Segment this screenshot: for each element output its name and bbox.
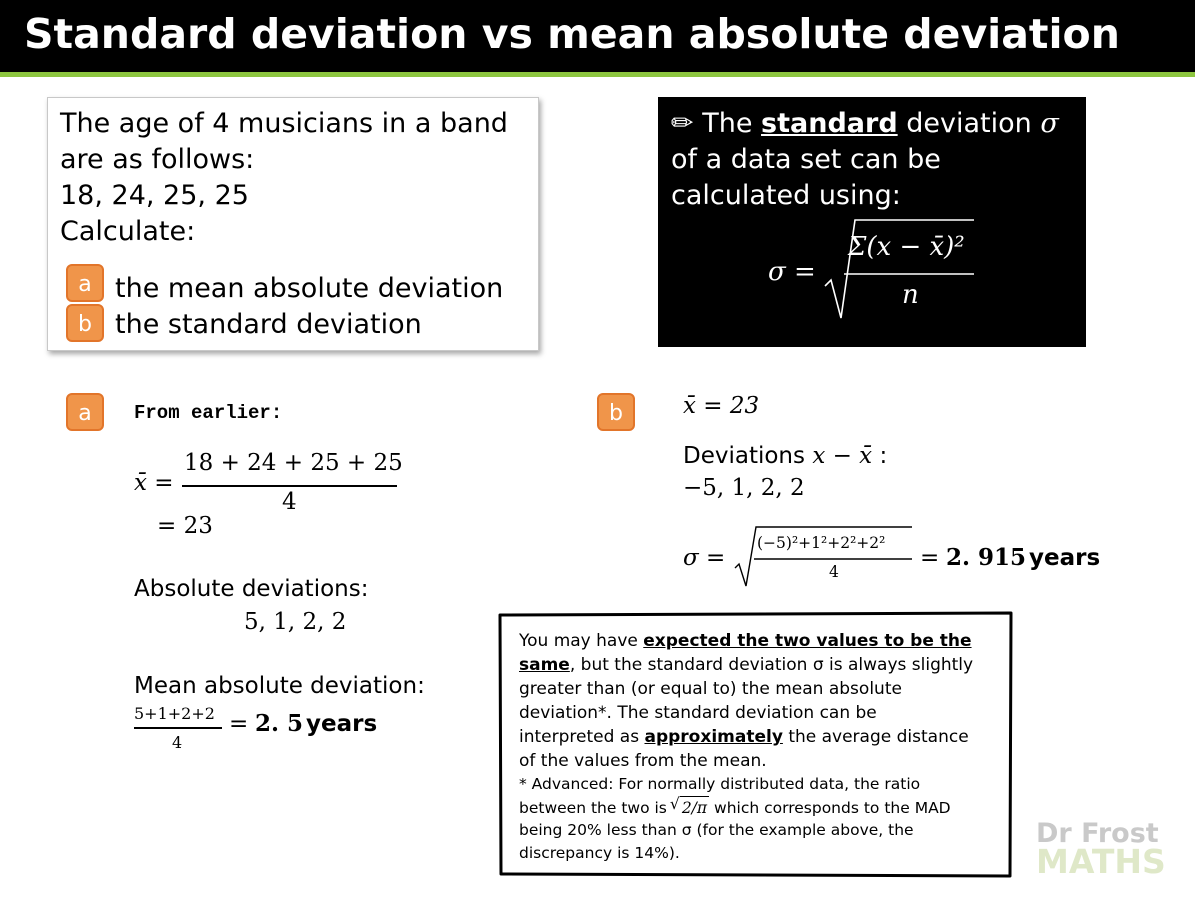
formula-denominator: n (902, 280, 919, 310)
mad-numerator: 5+1+2+2 (134, 704, 215, 723)
note-line-9: being 20% less than σ (for the example above, the (519, 821, 914, 839)
logo-line-1: Dr Frost (1036, 818, 1159, 849)
abs-dev-label: Absolute deviations: (134, 576, 369, 602)
mad-denominator: 4 (172, 733, 183, 752)
deviations-line (683, 443, 887, 469)
definition-text-pre: The (702, 108, 753, 139)
note-l8-pre: between the two is (519, 799, 667, 817)
sigma-equals: = (920, 545, 940, 571)
question-line-1: The age of 4 musicians in a band (60, 108, 508, 139)
note-line-2 (519, 653, 973, 677)
mean-lhs: x̄ = (134, 470, 174, 496)
mad-unit: years (306, 711, 378, 737)
sigma-denominator: 4 (829, 563, 839, 581)
formula-radical (822, 214, 978, 324)
note-l5-post: the average distance (788, 727, 969, 747)
mad-equals: = (229, 711, 249, 737)
note-l1-pre: You may have (519, 631, 638, 651)
definition-line-2: of a data set can be (671, 144, 941, 175)
part-a-badge: a (66, 264, 104, 302)
question-line-2: are as follows: (60, 144, 255, 175)
definition-text-post: deviation (906, 108, 1032, 139)
deviations-label: Deviations (683, 443, 805, 469)
note-line-10: discrepancy is 14%). (519, 844, 680, 862)
sigma-radical (732, 522, 916, 592)
mean-fraction-bar (182, 485, 397, 487)
part-b-text: the standard deviation (115, 309, 422, 340)
part-b-badge: b (66, 304, 104, 342)
formula-numerator: Σ(x − x̄)² (848, 232, 965, 262)
pencil-icon: ✏ (671, 108, 694, 139)
mean-result: = 23 (157, 513, 213, 539)
abs-dev-values: 5, 1, 2, 2 (244, 609, 347, 635)
note-root-term (669, 795, 709, 820)
question-calculate: Calculate: (60, 216, 196, 247)
solution-a-badge: a (66, 393, 104, 431)
mad-label: Mean absolute deviation: (134, 673, 425, 699)
note-l8-post: which corresponds to the MAD (714, 799, 951, 817)
mean-numerator: 18 + 24 + 25 + 25 (184, 450, 403, 476)
mad-fraction-bar (134, 727, 222, 729)
definition-sigma: σ (1040, 108, 1059, 139)
note-line-8 (519, 796, 951, 820)
formula-lhs: σ = (768, 257, 816, 287)
root-sign-icon: √ (669, 795, 680, 813)
page-title: Standard deviation vs mean absolute deviation (24, 10, 1120, 58)
note-line-5 (519, 725, 969, 749)
sigma-lhs: σ = (683, 545, 726, 571)
note-l5-pre: interpreted as (519, 727, 640, 747)
note-line-4: deviation*. The standard deviation can be (519, 703, 877, 723)
definition-text-bold: standard (761, 108, 898, 139)
solution-b-badge: b (597, 393, 635, 431)
question-data: 18, 24, 25, 25 (60, 180, 249, 211)
note-line-3: greater than (or equal to) the mean absolute (519, 679, 902, 699)
part-a-text: the mean absolute deviation (115, 273, 504, 304)
sigma-numerator: (−5)²+1²+2²+2² (757, 534, 886, 552)
note-line-1 (519, 629, 972, 653)
note-l2-post: , but the standard deviation σ is always slightly (569, 655, 974, 675)
from-earlier-label: From earlier: (134, 402, 283, 424)
note-l1-underline: expected the two values to be the (643, 631, 972, 651)
note-l8-root: 2/π (681, 799, 708, 817)
sigma-result: 2. 915 (946, 544, 1027, 571)
note-line-7: * Advanced: For normally distributed data, the ratio (519, 775, 921, 793)
b-mean: x̄ = 23 (683, 393, 760, 419)
sigma-unit: years (1029, 545, 1101, 571)
note-l5-underline: approximately (644, 727, 783, 747)
note-line-6: of the values from the mean. (519, 751, 767, 771)
deviations-colon: : (879, 443, 888, 469)
definition-line-1 (671, 106, 1059, 142)
note-l2-underline: same (519, 655, 570, 675)
definition-line-3: calculated using: (671, 180, 901, 211)
logo-line-2: MATHS (1036, 842, 1166, 881)
mean-denominator: 4 (282, 489, 297, 515)
mad-result: 2. 5 (255, 710, 304, 737)
deviations-expr: x − x̄ (812, 443, 873, 469)
title-underline (0, 72, 1195, 77)
deviations-values: −5, 1, 2, 2 (683, 475, 805, 501)
